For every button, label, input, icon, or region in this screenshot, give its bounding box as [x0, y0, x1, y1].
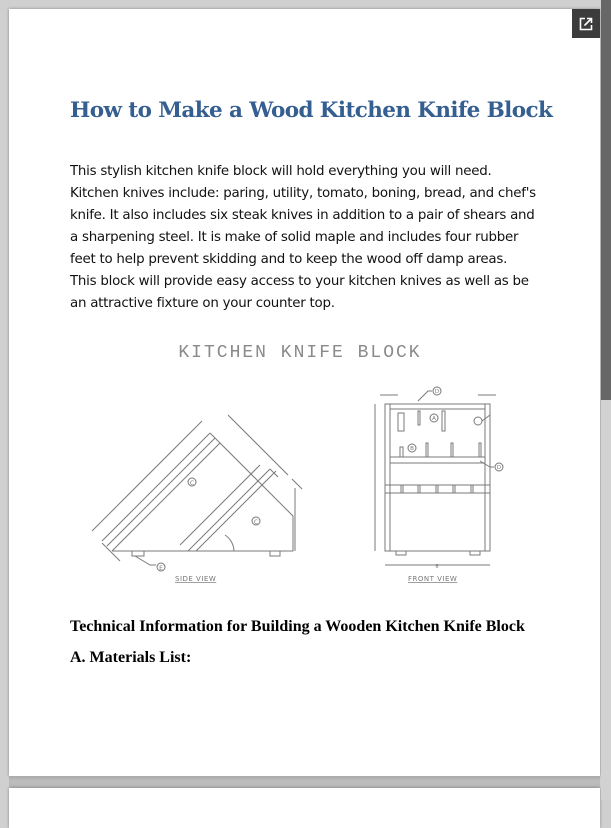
- section-heading: Technical Information for Building a Wooden Kitchen Knife Block: [70, 618, 525, 635]
- intro-line: feet to help prevent skidding and to keep the wood off damp areas.: [70, 252, 508, 267]
- angle-arc: [225, 535, 234, 551]
- leader-line: [480, 461, 494, 467]
- intro-line: an attractive fixture on your counter top.: [70, 296, 335, 311]
- technical-drawing-svg: [80, 335, 520, 595]
- dim-line: [180, 465, 260, 545]
- external-link-icon: [579, 17, 593, 31]
- side-view: [92, 415, 302, 565]
- dim-label: 6: [435, 564, 439, 570]
- side-view-outline: [112, 443, 293, 551]
- intro-line: This stylish kitchen knife block will hold everything you will need.: [70, 164, 492, 179]
- knife-slot: [451, 443, 453, 457]
- side-back-rail: [102, 433, 210, 541]
- knife-slot: [426, 443, 428, 457]
- side-inner-rail: [196, 471, 276, 551]
- callout-label: D: [434, 389, 440, 395]
- knife-slot: [400, 447, 403, 457]
- front-foot: [396, 551, 406, 555]
- intro-line: This block will provide easy access to your kitchen knives as well as be: [70, 274, 529, 289]
- callout-label: B: [410, 446, 414, 452]
- knife-slot: [442, 411, 445, 431]
- side-foot: [132, 551, 144, 556]
- knife-slot: [401, 485, 403, 493]
- knife-slot: [453, 485, 455, 493]
- front-view-outline: [385, 404, 490, 551]
- intro-paragraph: [70, 161, 540, 315]
- knife-slot: [418, 411, 420, 425]
- dim-line: [228, 415, 288, 475]
- front-foot: [470, 551, 480, 555]
- steel-hole: [474, 417, 482, 425]
- figure-title: KITCHEN KNIFE BLOCK: [178, 343, 422, 363]
- popout-button[interactable]: [572, 9, 600, 38]
- leader-line: [418, 391, 432, 401]
- side-view-label: SIDE VIEW: [175, 575, 217, 583]
- front-view-label: FRONT VIEW: [408, 575, 458, 583]
- intro-line: a sharpening steel. It is make of solid maple and includes four rubber: [70, 230, 519, 245]
- knife-slot: [479, 443, 481, 457]
- callout-label: A: [432, 416, 436, 422]
- document-title: How to Make a Wood Kitchen Knife Block: [70, 98, 553, 123]
- callout-label: D: [496, 465, 502, 471]
- subsection-heading: A. Materials List:: [70, 649, 192, 666]
- leader-line: [135, 556, 156, 565]
- page-gap: [9, 776, 600, 788]
- knife-block-drawing: [80, 335, 520, 595]
- knife-slot: [398, 413, 404, 431]
- leader-line: [482, 415, 490, 421]
- callout-label: C: [253, 519, 259, 526]
- dim-line: [292, 479, 302, 489]
- knife-slot: [418, 485, 420, 493]
- dim-line: [92, 421, 202, 531]
- side-foot: [270, 551, 280, 556]
- scrollbar-thumb[interactable]: [601, 0, 611, 400]
- intro-line: Kitchen knives include: paring, utility, tomato, boning, bread, and chef's: [70, 186, 536, 201]
- knife-slot: [471, 485, 473, 493]
- pdf-page-next: [9, 788, 600, 828]
- vertical-scrollbar[interactable]: [601, 0, 611, 800]
- knife-slot: [436, 485, 438, 493]
- callout-label: E: [159, 565, 163, 572]
- side-back-rail: [107, 438, 215, 546]
- intro-line: knife. It also includes six steak knives in addition to a pair of shears and: [70, 208, 535, 223]
- callout-label: C: [189, 480, 195, 487]
